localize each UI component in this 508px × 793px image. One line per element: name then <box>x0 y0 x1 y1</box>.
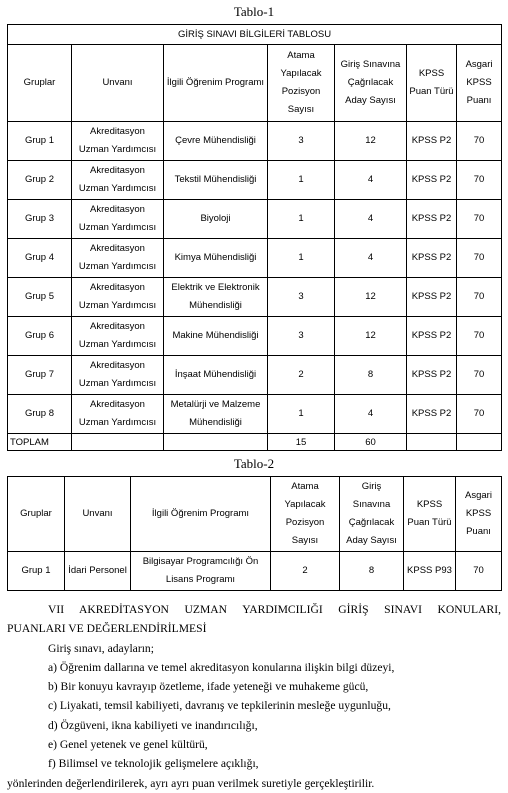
table-cell: Akreditasyon Uzman Yardımcısı <box>72 395 164 434</box>
header-cell: Giriş Sınavına Çağrılacak Aday Sayısı <box>340 477 404 552</box>
table-cell: 4 <box>335 239 407 278</box>
table-cell: 12 <box>335 122 407 161</box>
table-cell: 1 <box>268 200 335 239</box>
table-cell: Grup 8 <box>8 395 72 434</box>
table-cell: 70 <box>457 200 502 239</box>
table-cell: KPSS P2 <box>407 278 457 317</box>
criteria-item: f) Bilimsel ve teknolojik gelişmelere açıklığı, <box>48 757 259 771</box>
header-cell: Gruplar <box>8 477 65 552</box>
section-intro: Giriş sınavı, adayların; <box>48 641 154 655</box>
total-cell: TOPLAM <box>8 434 72 451</box>
header-cell: Unvanı <box>65 477 131 552</box>
table-cell: Grup 5 <box>8 278 72 317</box>
table-row <box>8 161 502 200</box>
table-row <box>8 278 502 317</box>
table-cell: Biyoloji <box>164 200 268 239</box>
table-cell: KPSS P2 <box>407 161 457 200</box>
table-cell: 1 <box>268 395 335 434</box>
table2-caption: Tablo-2 <box>233 456 275 471</box>
table-cell: Akreditasyon Uzman Yardımcısı <box>72 239 164 278</box>
table-cell: 2 <box>268 356 335 395</box>
table-cell: Kimya Mühendisliği <box>164 239 268 278</box>
table-cell: 4 <box>335 395 407 434</box>
section-heading-line2: PUANLARI VE DEĞERLENDİRİLMESİ <box>7 622 207 636</box>
table-cell: KPSS P2 <box>407 356 457 395</box>
table-cell: 4 <box>335 200 407 239</box>
table-cell: KPSS P2 <box>407 239 457 278</box>
table-cell: 1 <box>268 161 335 200</box>
total-cell <box>164 434 268 451</box>
header-cell: Asgari KPSS Puanı <box>456 477 502 552</box>
table-cell: Akreditasyon Uzman Yardımcısı <box>72 122 164 161</box>
header-cell: İlgili Öğrenim Programı <box>131 477 271 552</box>
table-cell: Akreditasyon Uzman Yardımcısı <box>72 356 164 395</box>
section-closing: yönlerinden değerlendirilerek, ayrı ayrı puan verilmek suretiyle gerçekleştirilir. <box>7 776 375 790</box>
exam-info-table <box>7 24 502 451</box>
table-cell: Metalürji ve Malzeme Mühendisliği <box>164 395 268 434</box>
table-cell: KPSS P93 <box>404 552 456 591</box>
table-cell: KPSS P2 <box>407 122 457 161</box>
table-cell: 70 <box>457 239 502 278</box>
table-cell: 8 <box>335 356 407 395</box>
table-cell: 3 <box>268 278 335 317</box>
table-cell: Akreditasyon Uzman Yardımcısı <box>72 317 164 356</box>
table-cell: 4 <box>335 161 407 200</box>
total-cell <box>407 434 457 451</box>
table-cell: Grup 1 <box>8 122 72 161</box>
table-cell: Akreditasyon Uzman Yardımcısı <box>72 278 164 317</box>
table-cell: Tekstil Mühendisliği <box>164 161 268 200</box>
total-cell <box>72 434 164 451</box>
table2-header-row <box>8 477 502 552</box>
header-cell: KPSS Puan Türü <box>404 477 456 552</box>
header-cell: İlgili Öğrenim Programı <box>164 45 268 122</box>
criteria-item: c) Liyakati, temsil kabiliyeti, davranış ve tepkilerinin mesleğe uygunluğu, <box>48 699 391 713</box>
table-cell: Grup 7 <box>8 356 72 395</box>
table-row <box>8 552 502 591</box>
table-cell: Elektrik ve Elektronik Mühendisliği <box>164 278 268 317</box>
criteria-list <box>7 658 501 774</box>
section-heading-line1: VII AKREDİTASYON UZMAN YARDIMCILIĞI GİRİŞ SINAVI KONULARI, <box>48 603 501 616</box>
table-cell: 12 <box>335 317 407 356</box>
table-cell: 8 <box>340 552 404 591</box>
table-row <box>8 200 502 239</box>
table-cell: Grup 6 <box>8 317 72 356</box>
table-row <box>8 356 502 395</box>
table-cell: 3 <box>268 317 335 356</box>
table-cell: 70 <box>457 122 502 161</box>
table-cell: İnşaat Mühendisliği <box>164 356 268 395</box>
table-total-row <box>8 434 502 451</box>
header-cell: Atama Yapılacak Pozisyon Sayısı <box>271 477 340 552</box>
table-cell: Akreditasyon Uzman Yardımcısı <box>72 161 164 200</box>
criteria-item: a) Öğrenim dallarına ve temel akreditasyon konularına ilişkin bilgi düzeyi, <box>48 660 395 674</box>
table-cell: Grup 3 <box>8 200 72 239</box>
section-body <box>7 600 501 793</box>
criteria-item: b) Bir konuyu kavrayıp özetleme, ifade yeteneği ve muhakeme gücü, <box>48 680 369 694</box>
table-cell: Çevre Mühendisliği <box>164 122 268 161</box>
table-cell: Grup 4 <box>8 239 72 278</box>
table-cell: 3 <box>268 122 335 161</box>
table-cell: KPSS P2 <box>407 395 457 434</box>
table-row <box>8 239 502 278</box>
table-row <box>8 122 502 161</box>
table-cell: 70 <box>457 161 502 200</box>
table-cell: Makine Mühendisliği <box>164 317 268 356</box>
header-cell: Gruplar <box>8 45 72 122</box>
table-cell: 2 <box>271 552 340 591</box>
table-row <box>8 395 502 434</box>
table-cell: İdari Personel <box>65 552 131 591</box>
total-cell: 60 <box>335 434 407 451</box>
table-cell: Grup 1 <box>8 552 65 591</box>
table-row <box>8 317 502 356</box>
header-cell: KPSS Puan Türü <box>407 45 457 122</box>
table-cell: KPSS P2 <box>407 200 457 239</box>
table1-title: GİRİŞ SINAVI BİLGİLERİ TABLOSU <box>8 25 502 45</box>
table-cell: 70 <box>457 317 502 356</box>
table1-header-row <box>8 45 502 122</box>
criteria-item: d) Özgüveni, ikna kabiliyeti ve inandırıcılığı, <box>48 718 258 732</box>
table-cell: 1 <box>268 239 335 278</box>
total-cell <box>457 434 502 451</box>
table-cell: Bilgisayar Programcılığı Ön Lisans Programı <box>131 552 271 591</box>
table-cell: 70 <box>456 552 502 591</box>
table-cell: 70 <box>457 278 502 317</box>
header-cell: Giriş Sınavına Çağrılacak Aday Sayısı <box>335 45 407 122</box>
criteria-item: e) Genel yetenek ve genel kültürü, <box>48 738 208 752</box>
admin-staff-table <box>7 476 502 591</box>
header-cell: Unvanı <box>72 45 164 122</box>
table-cell: 12 <box>335 278 407 317</box>
header-cell: Asgari KPSS Puanı <box>457 45 502 122</box>
total-cell: 15 <box>268 434 335 451</box>
table-cell: Akreditasyon Uzman Yardımcısı <box>72 200 164 239</box>
header-cell: Atama Yapılacak Pozisyon Sayısı <box>268 45 335 122</box>
table-cell: KPSS P2 <box>407 317 457 356</box>
table1-caption: Tablo-1 <box>233 4 275 19</box>
table-cell: Grup 2 <box>8 161 72 200</box>
table-cell: 70 <box>457 356 502 395</box>
table-cell: 70 <box>457 395 502 434</box>
